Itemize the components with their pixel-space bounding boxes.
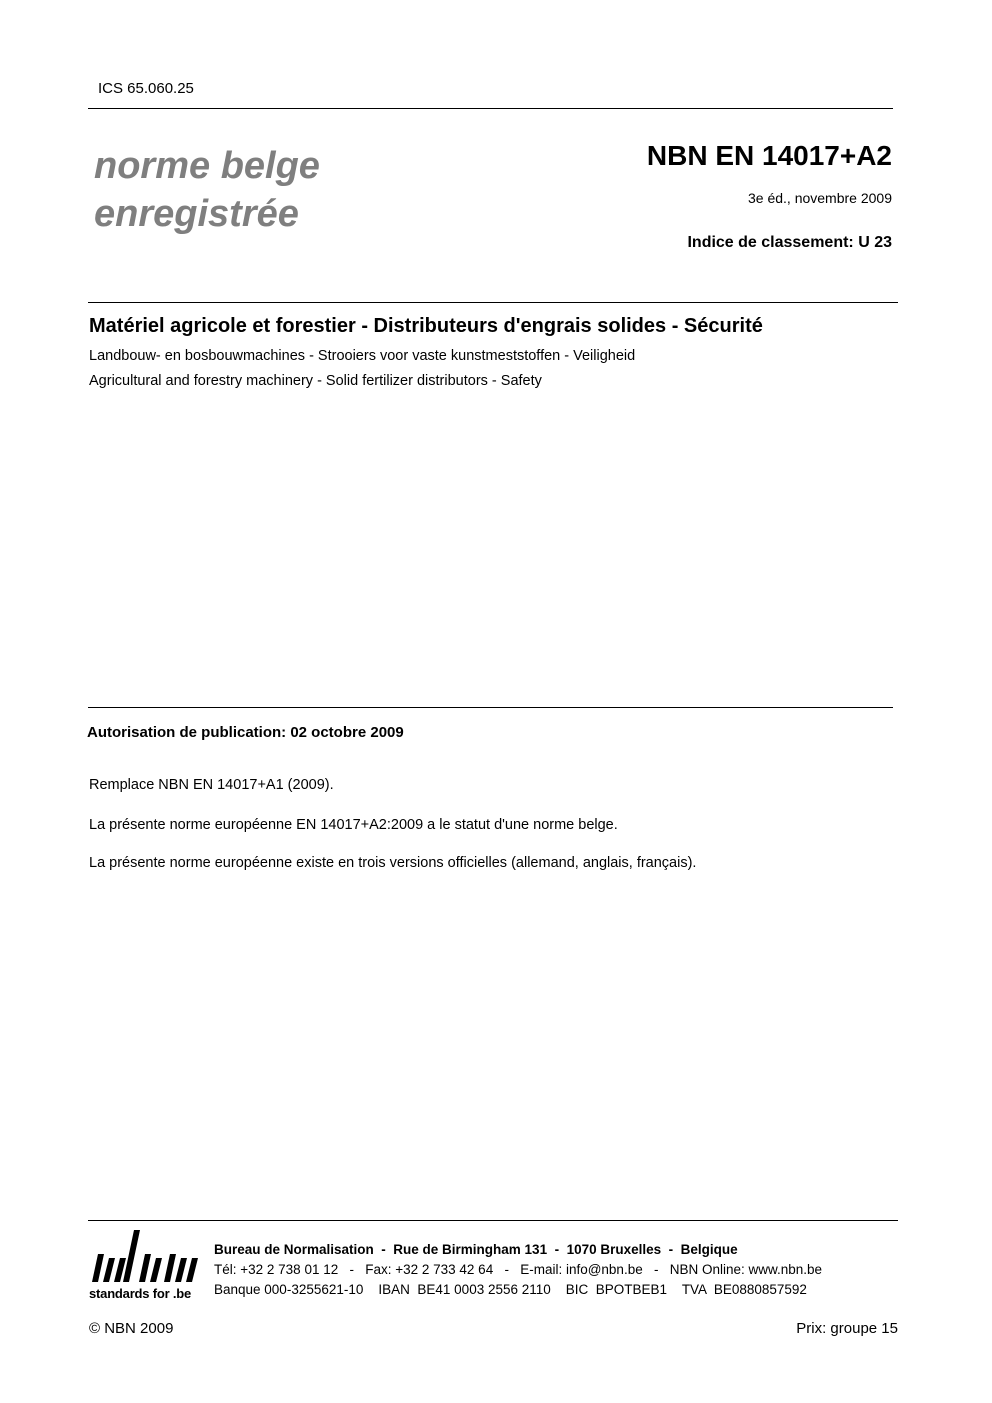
title-french: Matériel agricole et forestier - Distributeurs d'engrais solides - Sécurité [89, 315, 763, 337]
title-rule [88, 302, 898, 303]
footer-rule [88, 1220, 898, 1221]
header-rule [88, 108, 893, 109]
norme-line-1: norme belge [94, 145, 320, 187]
nbn-logo [88, 1228, 200, 1308]
price-group: Prix: groupe 15 [796, 1320, 898, 1337]
standard-number: NBN EN 14017+A2 [646, 140, 892, 171]
paragraph-replaces: Remplace NBN EN 14017+A1 (2009). [89, 777, 334, 793]
title-dutch: Landbouw- en bosbouwmachines - Strooiers voor vaste kunstmeststoffen - Veiligheid [89, 348, 636, 364]
title-english: Agricultural and forestry machinery - Solid fertilizer distributors - Safety [89, 373, 542, 389]
body-rule [88, 707, 893, 708]
norme-belge-heading [94, 142, 320, 238]
publication-authorization: Autorisation de publication: 02 octobre 2009 [87, 724, 404, 741]
ics-code: ICS 65.060.25 [98, 80, 194, 97]
copyright: © NBN 2009 [89, 1320, 174, 1337]
footer-contact: Tél: +32 2 738 01 12 - Fax: +32 2 733 42 64 - E-mail: info@nbn.be - NBN Online: www.nbn.be [214, 1262, 823, 1277]
norme-line-2: enregistrée [94, 193, 299, 235]
edition-date: 3e éd., novembre 2009 [748, 190, 892, 206]
classification-index: Indice de classement: U 23 [687, 234, 892, 251]
paragraph-status: La présente norme européenne EN 14017+A2:2009 a le statut d'une norme belge. [89, 817, 618, 833]
footer-address: Bureau de Normalisation - Rue de Birmingham 131 - 1070 Bruxelles - Belgique [214, 1242, 738, 1257]
footer-bank: Banque 000-3255621-10 IBAN BE41 0003 2556 2110 BIC BPOTBEB1 TVA BE0880857592 [214, 1282, 807, 1297]
paragraph-versions: La présente norme européenne existe en trois versions officielles (allemand, anglais, français). [89, 855, 697, 871]
logo-caption: standards for .be [89, 1286, 192, 1301]
